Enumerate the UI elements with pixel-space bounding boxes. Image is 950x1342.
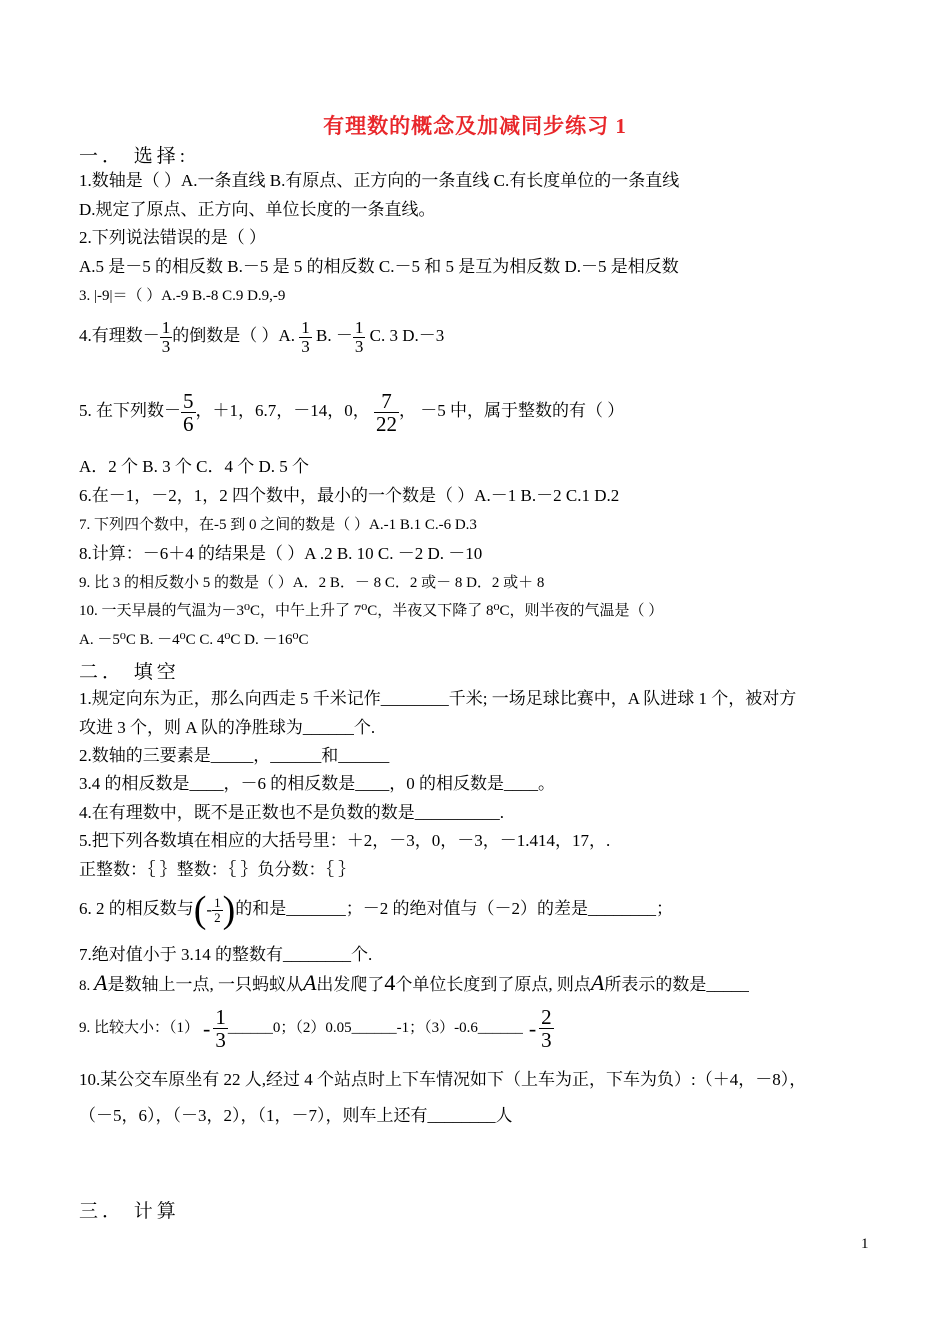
fill-q5: 5.把下列各数填在相应的大括号里：＋2，－3，0，－3，－1.414，17，. (79, 831, 611, 850)
point-a-symbol: A (590, 970, 605, 995)
choice-q4 (79, 313, 444, 359)
page-title: 有理数的概念及加减同步练习 1 (323, 114, 627, 138)
fill-q7: 7.绝对值小于 3.14 的整数有________个. (79, 945, 373, 964)
fill-q9-text-a: 9. 比较大小：（1） (79, 1020, 200, 1036)
choice-q8: 8.计算：－6＋4 的结果是（ ）A .2 B. 10 C. －2 D. －10 (79, 544, 483, 563)
fill-q4: 4.在有理数中，既不是正数也不是负数的数是__________. (79, 803, 504, 822)
section-heading-choice: 一． 选择: (79, 146, 190, 167)
choice-q5-text-c: ， －5 中，属于整数的有（ ） (399, 401, 625, 420)
choice-q6: 6.在－1，－2，1，2 四个数中，最小的一个数是（ ）A.－1 B.－2 C.1 D.2 (79, 486, 620, 505)
choice-q2-options: A.5 是－5 的相反数 B.－5 是 5 的相反数 C.－5 和 5 是互为相反数 D.－5 是相反数 (79, 257, 679, 276)
fill-q6 (79, 887, 673, 932)
fraction (212, 896, 223, 924)
fraction (374, 390, 399, 435)
left-paren: ( (193, 889, 207, 932)
choice-q4-text-d: C. 3 D.－3 (369, 326, 445, 345)
choice-q5-options: A．2 个 B. 3 个 C．4 个 D. 5 个 (79, 457, 309, 476)
point-a-symbol: A (94, 970, 108, 995)
denominator: 3 (301, 336, 310, 356)
number-four: 4 (384, 970, 396, 995)
choice-q4-text-c: B. － (316, 326, 353, 345)
page-number: 1 (861, 1236, 869, 1252)
fill-q8-text-a: 8. (79, 978, 94, 994)
right-paren: ) (222, 889, 236, 932)
choice-q3: 3. |-9|＝（ ）A.-9 B.-8 C.9 D.9,-9 (79, 288, 286, 304)
fill-q6-text-b: 的和是_______；－2 的绝对值与（－2）的差是________； (235, 899, 673, 918)
fill-q8 (79, 970, 749, 999)
choice-q4-text-a: 4.有理数－ (79, 326, 160, 345)
choice-q1: 1.数轴是（ ）A.一条直线 B.有原点、正方向的一条直线 C.有长度单位的一条直线 (79, 171, 680, 190)
choice-q10: 10. 一天早晨的气温为－3⁰C，中午上升了 7⁰C，半夜又下降了 8⁰C，则半夜的气温是（ ） (79, 603, 664, 619)
section-heading-calc: 三． 计算 (79, 1201, 180, 1222)
fraction (299, 319, 312, 356)
negative-sign: - (206, 900, 213, 920)
point-a-symbol: A (302, 970, 317, 995)
choice-q5 (79, 381, 624, 441)
choice-q2: 2.下列说法错误的是（ ） (79, 228, 266, 247)
numerator: 5 (183, 388, 194, 413)
fill-q1-continued: 攻进 3 个，则 A 队的净胜球为______个. (79, 718, 376, 737)
fill-q9-text-b: ______0；（2）0.05______-1；（3）-0.6______ (227, 1020, 523, 1036)
numerator: 1 (301, 317, 310, 337)
negative-sign: - (203, 1015, 211, 1041)
denominator: 22 (376, 411, 397, 436)
fraction (213, 1006, 228, 1051)
fill-q6-text-a: 6. 2 的相反数与 (79, 899, 194, 918)
numerator: 1 (354, 317, 364, 337)
fill-q5-categories: 正整数：｛ ｝整数：｛ ｝负分数：｛ ｝ (79, 860, 356, 879)
fill-q8-text-d: 个单位长度到了原点, 则点 (395, 975, 591, 994)
fill-q8-text-c: 出发爬了 (316, 975, 385, 994)
fill-q8-text-e: 所表示的数是_____ (604, 975, 749, 994)
fraction (353, 319, 366, 356)
choice-q10-options: A. －5⁰C B. －4⁰C C. 4⁰C D. －16⁰C (79, 632, 309, 648)
denominator: 3 (161, 336, 171, 356)
numerator: 1 (215, 1005, 226, 1030)
choice-q1-option-d: D.规定了原点、正方向、单位长度的一条直线。 (79, 200, 436, 219)
choice-q4-text-b: 的倒数是（ ）A. (172, 326, 296, 345)
section-heading-fill: 二． 填空 (79, 662, 180, 683)
fraction (539, 1006, 554, 1051)
fill-q9 (79, 1000, 554, 1057)
numerator: 1 (161, 317, 171, 337)
fraction (181, 390, 196, 435)
choice-q5-text-b: ，＋1，6.7，－14，0， (195, 401, 370, 420)
denominator: 6 (183, 411, 194, 436)
fill-q8-text-b: 是数轴上一点, 一只蚂蚁从 (107, 975, 303, 994)
denominator: 3 (541, 1028, 552, 1053)
numerator: 2 (541, 1005, 552, 1030)
fill-q10-continued: （－5，6），（－3，2），（1，－7），则车上还有________人 (79, 1106, 513, 1125)
numerator: 7 (374, 390, 399, 413)
denominator: 3 (215, 1028, 226, 1053)
fraction (160, 319, 173, 356)
negative-sign: - (528, 1015, 537, 1041)
fill-q1: 1.规定向东为正，那么向西走 5 千米记作________千米; 一场足球比赛中，A 队进球 1 个，被对方 (79, 689, 797, 708)
choice-q5-text-a: 5. 在下列数－ (79, 401, 181, 420)
numerator: 1 (214, 894, 221, 910)
denominator: 2 (214, 909, 221, 925)
fill-q10: 10.某公交车原坐有 22 人,经过 4 个站点时上下车情况如下（上车为正，下车为负）:（＋4，－8）， (79, 1070, 807, 1089)
choice-q9: 9. 比 3 的相反数小 5 的数是（ ）A．2 B．－ 8 C．2 或－ 8 D．2 或＋ 8 (79, 575, 545, 591)
fill-q2: 2.数轴的三要素是_____，______和______ (79, 746, 390, 765)
fill-q3: 3.4 的相反数是____，－6 的相反数是____，0 的相反数是____。 (79, 774, 555, 793)
denominator: 3 (354, 336, 364, 356)
choice-q7: 7. 下列四个数中，在-5 到 0 之间的数是（ ）A.-1 B.1 C.-6 D.3 (79, 517, 477, 533)
